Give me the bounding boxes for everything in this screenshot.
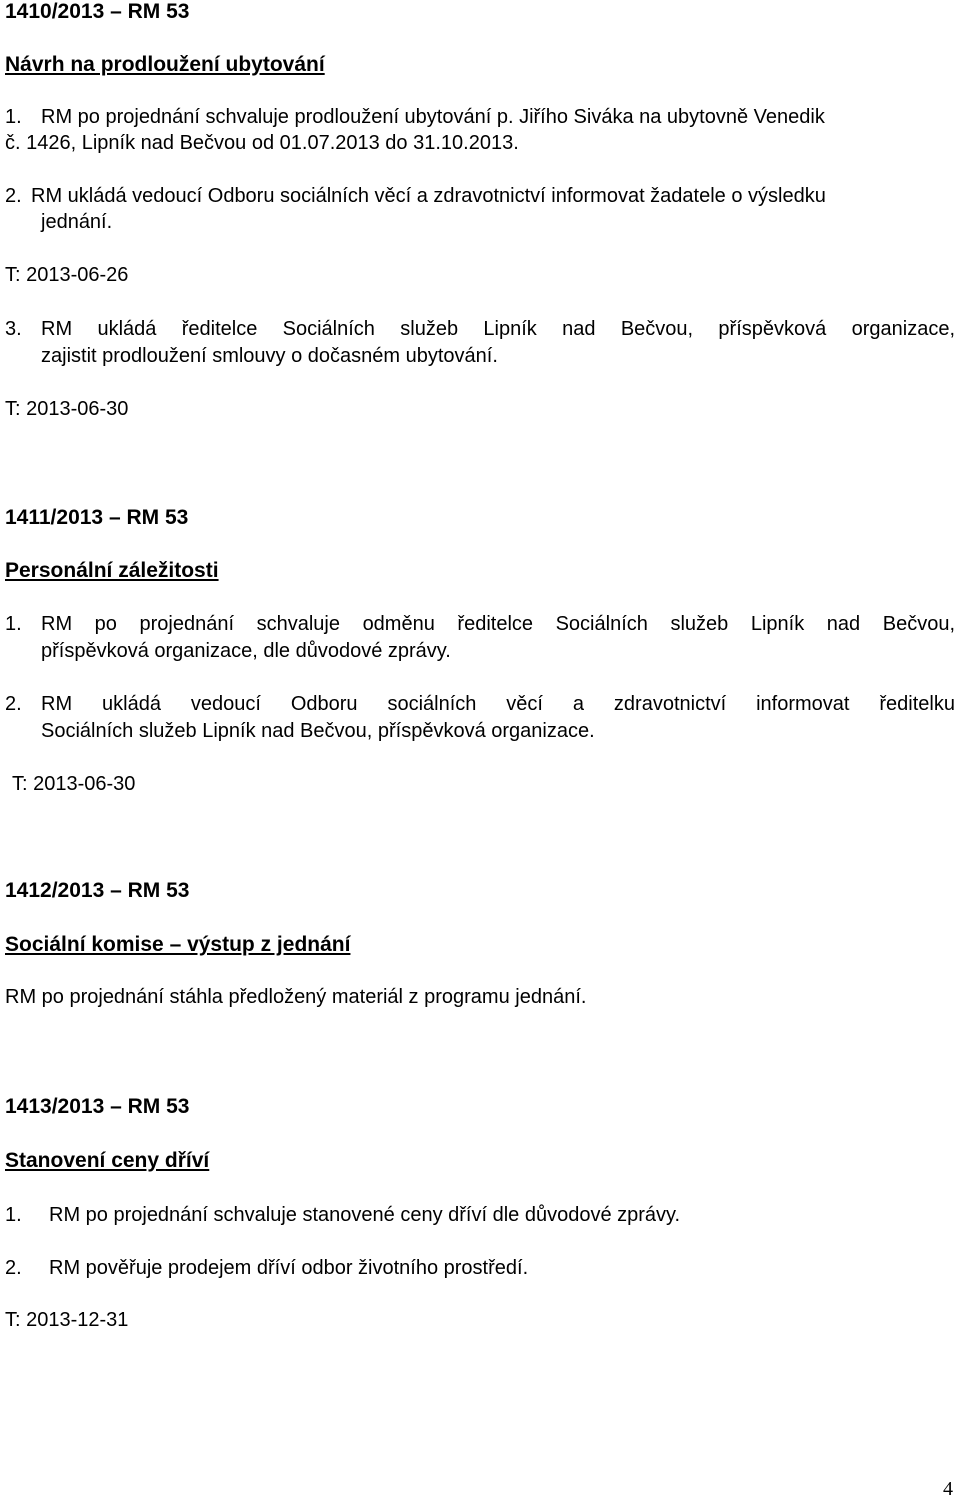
- resolution-1410-item-3-term: T: 2013-06-30: [5, 398, 129, 420]
- resolution-1413-item-2-text: RM pověřuje prodejem dříví odbor životního prostředí.: [49, 1257, 529, 1279]
- resolution-1411-item-1-line-2: příspěvková organizace, dle důvodové zprávy.: [41, 640, 451, 662]
- resolution-1411-term: T: 2013-06-30: [12, 773, 136, 795]
- resolution-1410-item-3-line-2: zajistit prodloužení smlouvy o dočasném ubytování.: [41, 345, 498, 367]
- resolution-1410-item-2-line-2: jednání.: [41, 211, 113, 233]
- resolution-1410-item-2-line-1: RM ukládá vedoucí Odboru sociálních věcí a zdravotnictví informovat žadatele o výsledku: [31, 185, 826, 207]
- resolution-1413-item-1-number: 1.: [5, 1204, 22, 1226]
- resolution-1413-heading: 1413/2013 – RM 53: [5, 1095, 190, 1118]
- resolution-1410-item-3-line-1: RM ukládá ředitelce Sociálních služeb Lipník nad Bečvou, příspěvková organizace,: [41, 318, 955, 340]
- resolution-1411-item-2-number: 2.: [5, 693, 22, 715]
- resolution-1411-item-2-line-1: RM ukládá vedoucí Odboru sociálních věcí a zdravotnictví informovat ředitelku: [41, 693, 955, 715]
- resolution-1410-item-1-line-1: RM po projednání schvaluje prodloužení ubytování p. Jiřího Siváka na ubytovně Venedik: [41, 106, 825, 128]
- resolution-1411-heading: 1411/2013 – RM 53: [5, 506, 189, 529]
- resolution-1413-title: Stanovení ceny dříví: [5, 1149, 210, 1172]
- resolution-1410-heading: 1410/2013 – RM 53: [5, 0, 190, 23]
- resolution-1411-item-2-line-2: Sociálních služeb Lipník nad Bečvou, příspěvková organizace.: [41, 720, 595, 742]
- resolution-1413-term: T: 2013-12-31: [5, 1309, 129, 1331]
- resolution-1410-item-2-term: T: 2013-06-26: [5, 264, 129, 286]
- page-number: 4: [943, 1478, 953, 1500]
- resolution-1412-heading: 1412/2013 – RM 53: [5, 879, 190, 902]
- resolution-1411-item-1-line-1: RM po projednání schvaluje odměnu ředitelce Sociálních služeb Lipník nad Bečvou,: [41, 613, 955, 635]
- resolution-1411-item-1-number: 1.: [5, 613, 22, 635]
- resolution-1413-item-2-number: 2.: [5, 1257, 22, 1279]
- resolution-1410-item-2-number: 2.: [5, 185, 22, 207]
- resolution-1412-title: Sociální komise – výstup z jednání: [5, 933, 351, 956]
- resolution-1410-title: Návrh na prodloužení ubytování: [5, 53, 325, 76]
- resolution-1413-item-1-text: RM po projednání schvaluje stanovené ceny dříví dle důvodové zprávy.: [49, 1204, 681, 1226]
- resolution-1410-item-3-number: 3.: [5, 318, 22, 340]
- resolution-1411-title: Personální záležitosti: [5, 559, 219, 582]
- resolution-1410-item-1-number: 1.: [5, 106, 22, 128]
- resolution-1410-item-1-line-2: č. 1426, Lipník nad Bečvou od 01.07.2013 do 31.10.2013.: [5, 132, 519, 154]
- resolution-1412-text: RM po projednání stáhla předložený materiál z programu jednání.: [5, 986, 587, 1008]
